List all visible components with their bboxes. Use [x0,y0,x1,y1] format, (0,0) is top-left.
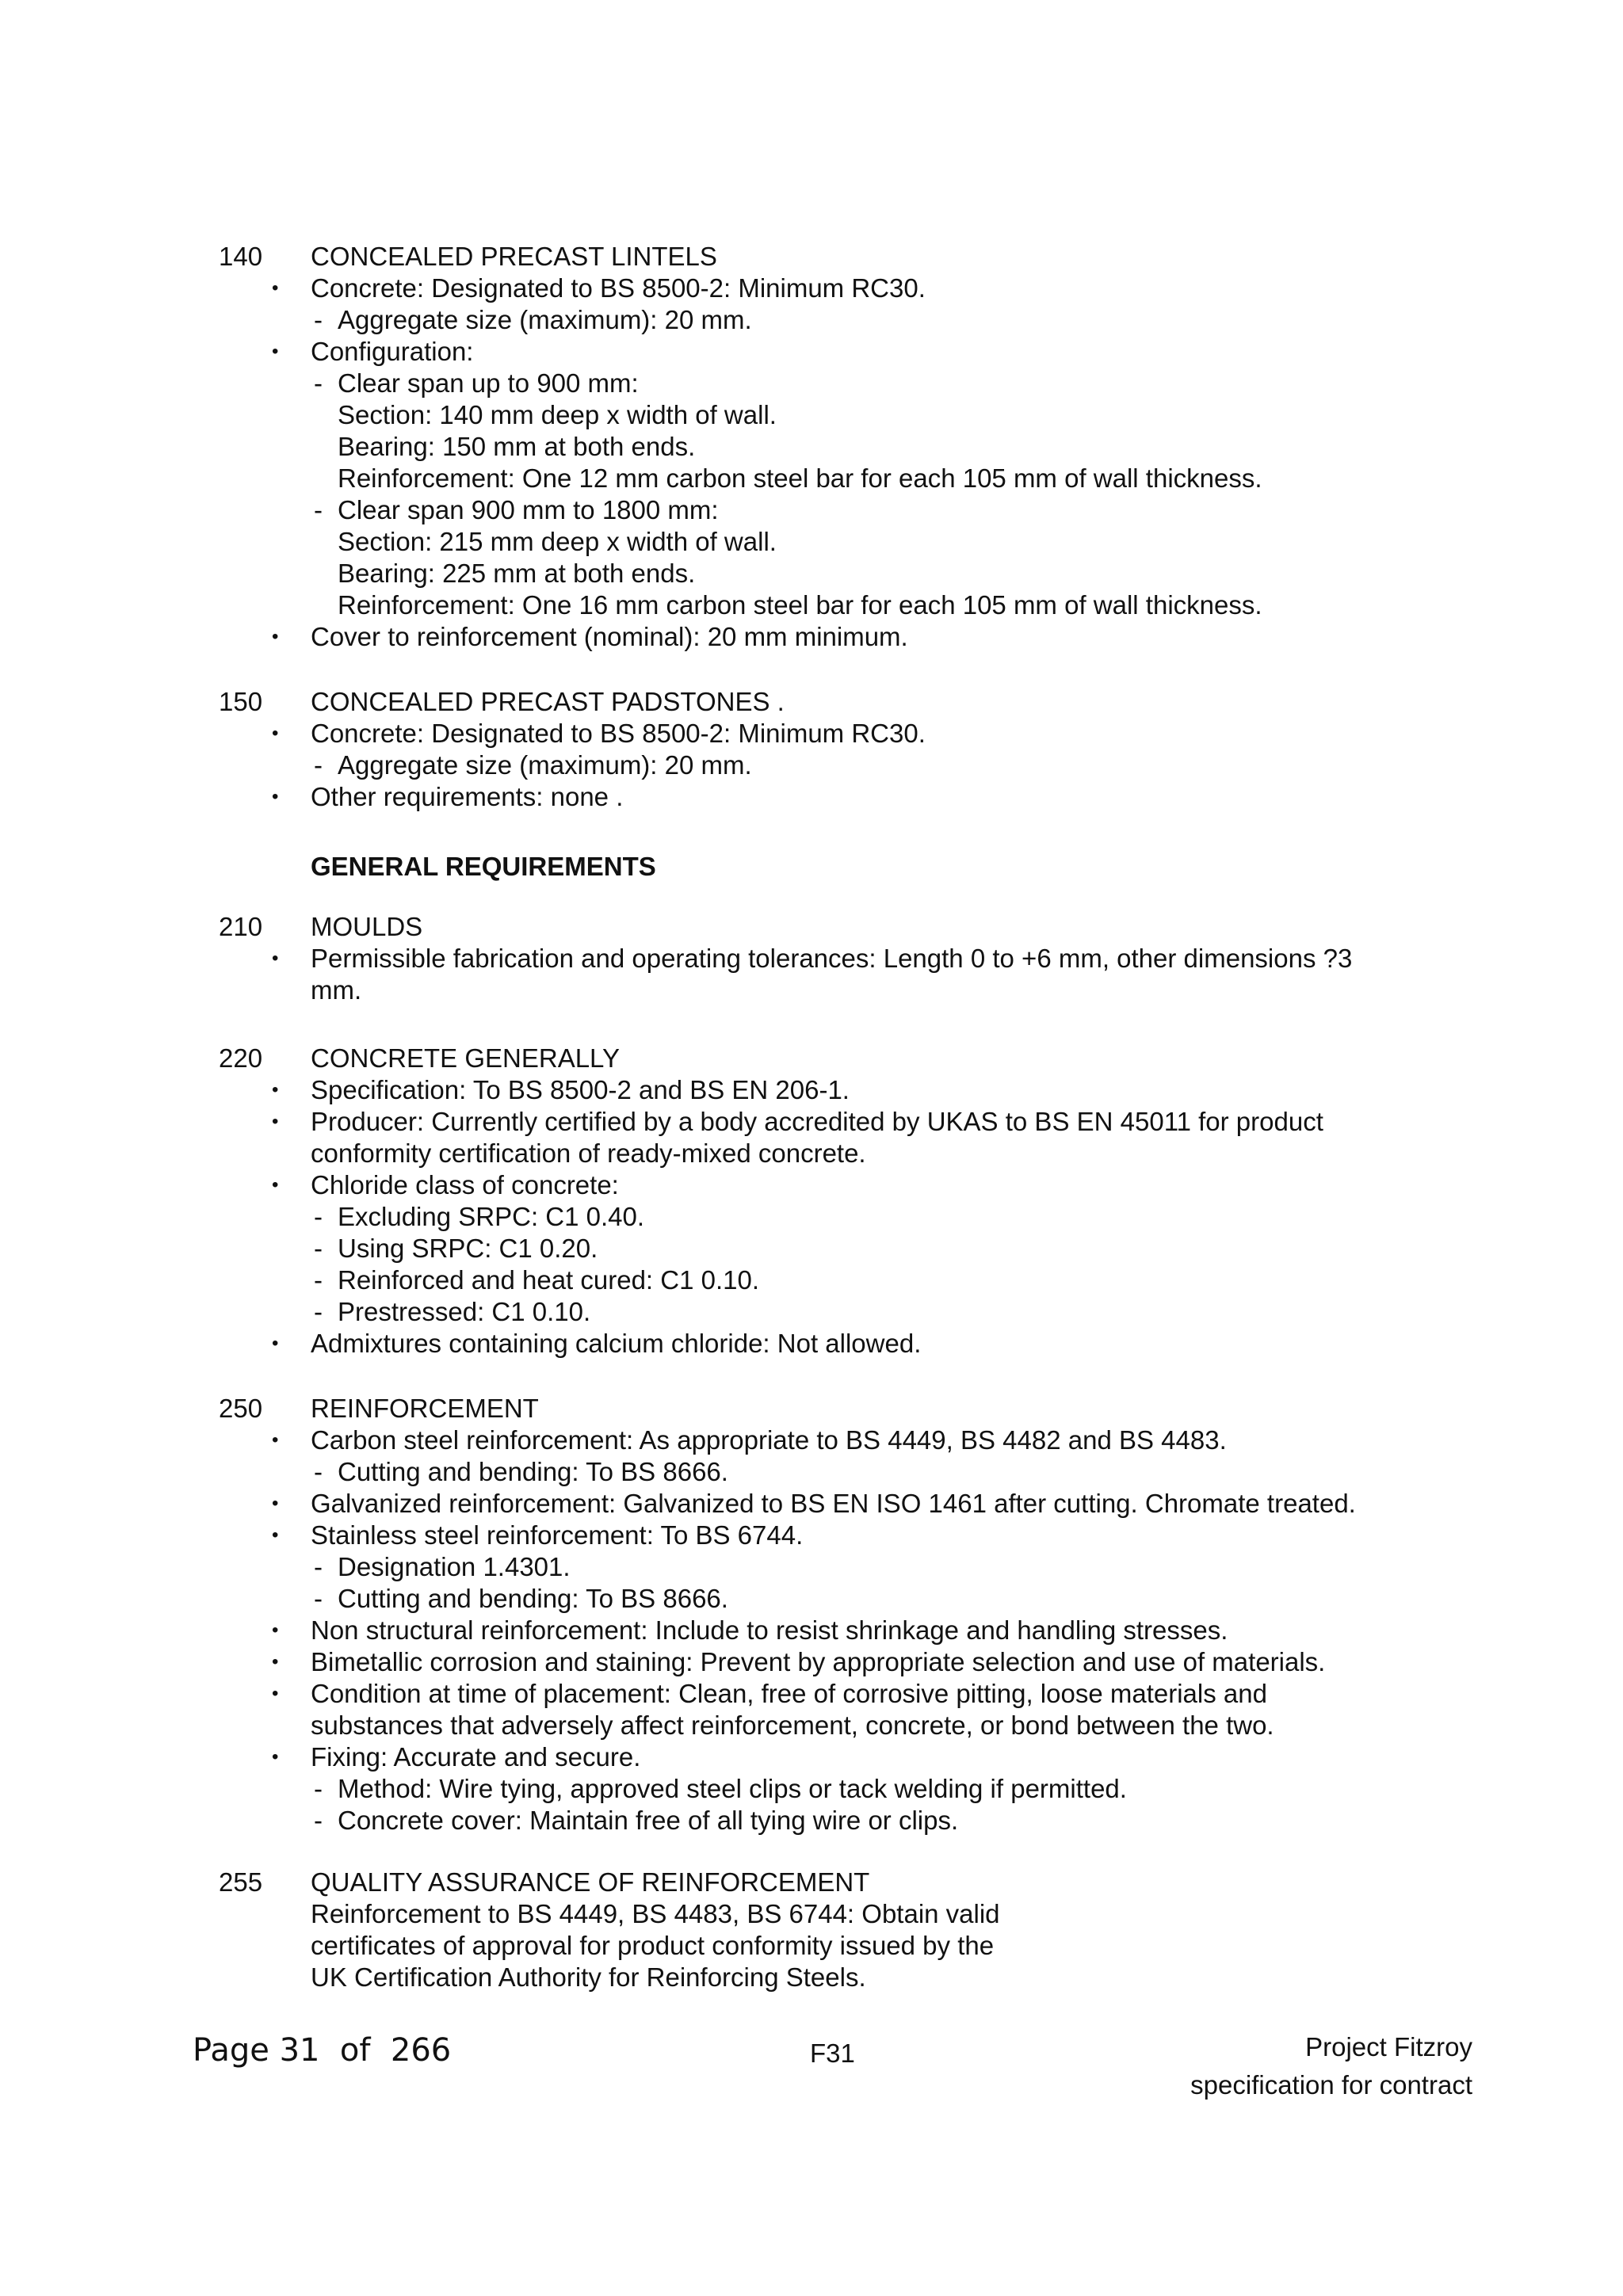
line-text: Section: 140 mm deep x width of wall. [338,400,777,429]
clause-body [0,1074,1623,1360]
text-line [0,1898,1623,1930]
bullet-item [0,943,1623,974]
line-text: conformity certification of ready-mixed concrete. [311,1138,866,1168]
sub-item [0,749,1623,781]
dash-marker: - [314,1457,323,1486]
line-text: Section: 215 mm deep x width of wall. [338,527,777,556]
total-pages: 266 [390,2032,452,2069]
line-text: Excluding SRPC: C1 0.40. [338,1202,645,1231]
clause-title: QUALITY ASSURANCE OF REINFORCEMENT [311,1867,870,1897]
line-text: Stainless steel reinforcement: To BS 6744. [311,1520,804,1550]
line-text: Aggregate size (maximum): 20 mm. [338,750,752,780]
bullet-icon: • [272,786,279,807]
clause-number: 140 [219,242,263,271]
line-text: certificates of approval for product conformity issued by the [311,1931,995,1960]
project-name: Project Fitzroy [1305,2032,1472,2061]
line-text: Producer: Currently certified by a body accredited by UKAS to BS EN 45011 for product [311,1107,1323,1136]
bullet-icon: • [272,1746,279,1768]
text-line [0,1962,1623,1993]
dash-marker: - [314,305,323,334]
bullet-icon: • [272,1333,279,1354]
line-text: Reinforcement: One 12 mm carbon steel bar for each 105 mm of wall thickness. [338,463,1262,493]
line-text: Bearing: 150 mm at both ends. [338,432,696,461]
line-text: mm. [311,975,362,1005]
sub-item [0,1201,1623,1233]
bullet-item [0,781,1623,813]
line-text: Concrete: Designated to BS 8500-2: Minimum RC30. [311,719,926,748]
bullet-item [0,1488,1623,1520]
page-label: Page [193,2032,269,2069]
line-text: Reinforcement: One 16 mm carbon steel bar for each 105 mm of wall thickness. [338,590,1262,620]
line-text: Admixtures containing calcium chloride: Not allowed. [311,1329,922,1358]
line-text: Prestressed: C1 0.10. [338,1297,591,1326]
text-line [0,1138,1623,1169]
line-text: Carbon steel reinforcement: As appropriate to BS 4449, BS 4482 and BS 4483. [311,1425,1227,1455]
sub-item [0,1264,1623,1296]
text-line [0,399,1623,431]
bullet-item [0,1615,1623,1646]
bullet-icon: • [272,341,279,362]
sub-item [0,1805,1623,1836]
clause-body [0,718,1623,813]
text-line [0,1930,1623,1962]
clause-title: MOULDS [311,912,423,941]
sub-item [0,1583,1623,1615]
bullet-item [0,1074,1623,1106]
line-text: Configuration: [311,337,474,366]
line-text: Concrete cover: Maintain free of all tying wire or clips. [338,1806,959,1835]
bullet-item [0,336,1623,368]
sub-item [0,368,1623,399]
bullet-icon: • [272,948,279,969]
dash-marker: - [314,1806,323,1835]
line-text: substances that adversely affect reinforcement, concrete, or bond between the two. [311,1711,1274,1740]
text-line [0,558,1623,589]
dash-marker: - [314,368,323,398]
bullet-icon: • [272,277,279,299]
text-line [0,463,1623,494]
bullet-item [0,1520,1623,1551]
line-text: Designation 1.4301. [338,1552,571,1581]
line-text: Cutting and bending: To BS 8666. [338,1457,728,1486]
bullet-item [0,1646,1623,1678]
line-text: Specification: To BS 8500-2 and BS EN 206-1. [311,1075,850,1104]
dash-marker: - [314,1297,323,1326]
clause-number: 210 [219,912,263,941]
sub-item [0,1456,1623,1488]
bullet-icon: • [272,723,279,744]
bullet-item [0,1425,1623,1456]
page-number: 31 [279,2032,320,2069]
dash-marker: - [314,495,323,524]
bullet-icon: • [272,626,279,647]
text-line [0,974,1623,1006]
clause-body [0,943,1623,1006]
clause-title: REINFORCEMENT [311,1394,539,1423]
line-text: Using SRPC: C1 0.20. [338,1234,598,1263]
line-text: Reinforced and heat cured: C1 0.10. [338,1265,760,1295]
of-label: of [339,2032,371,2069]
bullet-icon: • [272,1429,279,1451]
text-line [0,1710,1623,1741]
bullet-item [0,1328,1623,1360]
line-text: Concrete: Designated to BS 8500-2: Minimum RC30. [311,273,926,303]
line-text: Cover to reinforcement (nominal): 20 mm minimum. [311,622,908,651]
line-text: Reinforcement to BS 4449, BS 4483, BS 6744: Obtain valid [311,1899,1000,1928]
line-text: Galvanized reinforcement: Galvanized to BS EN ISO 1461 after cutting. Chromate treated. [311,1489,1356,1518]
line-text: Permissible fabrication and operating tolerances: Length 0 to +6 mm, other dimensions ?3 [311,944,1353,973]
clause-body [0,1425,1623,1836]
line-text: Other requirements: none . [311,782,624,811]
bullet-item [0,1741,1623,1773]
dash-marker: - [314,1584,323,1613]
section-heading: GENERAL REQUIREMENTS [311,852,656,881]
bullet-item [0,1169,1623,1201]
clause-number: 220 [219,1043,263,1073]
bullet-icon: • [272,1174,279,1196]
sub-item [0,1296,1623,1328]
line-text: Chloride class of concrete: [311,1170,619,1199]
project-subtitle: specification for contract [1190,2070,1472,2100]
bullet-icon: • [272,1619,279,1641]
text-line [0,589,1623,621]
sub-item [0,1773,1623,1805]
sub-item [0,304,1623,336]
bullet-icon: • [272,1493,279,1514]
line-text: Aggregate size (maximum): 20 mm. [338,305,752,334]
bullet-icon: • [272,1079,279,1100]
dash-marker: - [314,1552,323,1581]
clause-title: CONCRETE GENERALLY [311,1043,620,1073]
dash-marker: - [314,750,323,780]
clause-body [0,273,1623,653]
dash-marker: - [314,1265,323,1295]
line-text: Cutting and bending: To BS 8666. [338,1584,728,1613]
dash-marker: - [314,1774,323,1803]
clause-number: 255 [219,1867,263,1897]
line-text: Clear span up to 900 mm: [338,368,639,398]
bullet-icon: • [272,1683,279,1704]
bullet-item [0,1678,1623,1710]
clause-number: 250 [219,1394,263,1423]
clause-title: CONCEALED PRECAST PADSTONES . [311,687,785,716]
bullet-item [0,718,1623,749]
sub-item [0,1551,1623,1583]
line-text: Condition at time of placement: Clean, free of corrosive pitting, loose materials and [311,1679,1267,1708]
clause-title: CONCEALED PRECAST LINTELS [311,242,717,271]
line-text: UK Certification Authority for Reinforcing Steels. [311,1962,866,1992]
bullet-icon: • [272,1651,279,1672]
footer-section-ref: F31 [810,2039,855,2068]
bullet-item [0,621,1623,653]
clause-number: 150 [219,687,263,716]
line-text: Bearing: 225 mm at both ends. [338,559,696,588]
dash-marker: - [314,1202,323,1231]
footer-project [1190,2028,1472,2104]
line-text: Method: Wire tying, approved steel clips or tack welding if permitted. [338,1774,1127,1803]
line-text: Clear span 900 mm to 1800 mm: [338,495,719,524]
line-text: Non structural reinforcement: Include to resist shrinkage and handling stresses. [311,1615,1228,1645]
bullet-item [0,1106,1623,1138]
bullet-item [0,273,1623,304]
footer-page-indicator [193,2031,451,2069]
sub-item [0,1233,1623,1264]
text-line [0,431,1623,463]
line-text: Fixing: Accurate and secure. [311,1742,641,1772]
line-text: Bimetallic corrosion and staining: Prevent by appropriate selection and use of materials. [311,1647,1326,1676]
sub-item [0,494,1623,526]
bullet-icon: • [272,1524,279,1546]
bullet-icon: • [272,1111,279,1132]
clause-body [0,1898,1623,1993]
dash-marker: - [314,1234,323,1263]
text-line [0,526,1623,558]
